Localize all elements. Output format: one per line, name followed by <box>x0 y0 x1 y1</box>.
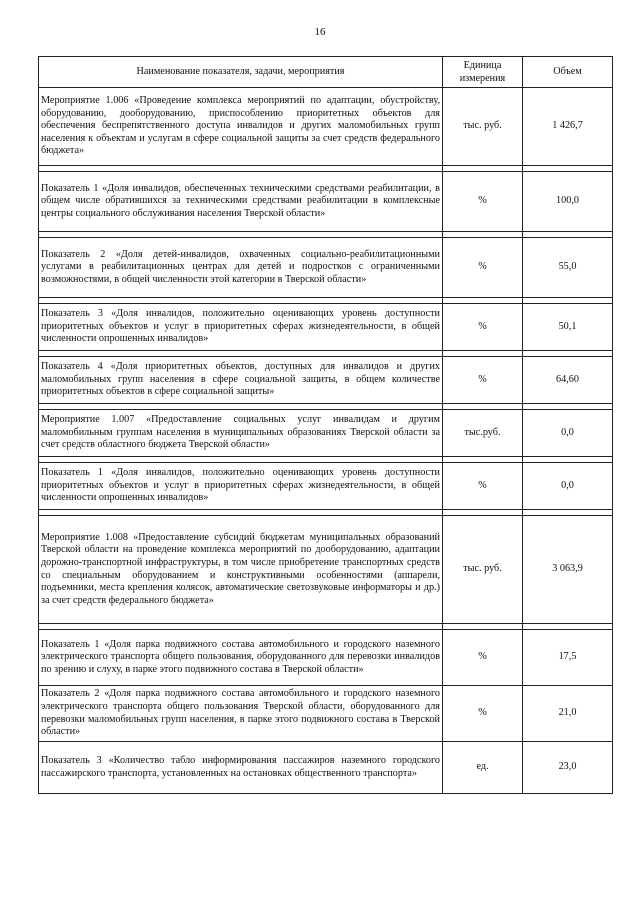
row-value: 1 426,7 <box>523 88 613 166</box>
table-header-row <box>39 57 613 88</box>
header-value: Объем <box>523 57 613 88</box>
table-row <box>39 463 613 510</box>
row-value: 0,0 <box>523 410 613 457</box>
table-row <box>39 172 613 232</box>
row-name: Показатель 1 «Доля инвалидов, обеспеченных техническими средствами реабилитации, в общем числе обратившихся за техническими средствами реабилитации в комплексные центры социального обслуживания населения Тверской области» <box>39 172 443 232</box>
table-row <box>39 88 613 166</box>
table-row <box>39 357 613 404</box>
row-name: Показатель 4 «Доля приоритетных объектов, доступных для инвалидов и других маломобильных групп населения в сфере социальной защиты, в общем количестве приоритетных объектов в сфере социальной защиты» <box>39 357 443 404</box>
row-name: Мероприятие 1.007 «Предоставление социальных услуг инвалидам и другим маломобильным группам населения в муниципальных образованиях Тверской области за счет средств областного бюджета Тверской области» <box>39 410 443 457</box>
row-name: Мероприятие 1.008 «Предоставление субсидий бюджетам муниципальных образований Тверской области на проведение комплекса мероприятий по дооборудованию, адаптации дорожно-транспортной инфраструктуры, в том числе приобретение транспортных средств со специальным оборудованием и конструктивными особенностями (аппарели, подъемники, места крепления колясок, автоматические светозвуковые информаторы и др.) за счет средств федерального бюджета» <box>39 516 443 624</box>
table-row <box>39 304 613 351</box>
table-row <box>39 516 613 624</box>
row-unit: % <box>443 357 523 404</box>
row-unit: ед. <box>443 742 523 794</box>
row-name: Показатель 3 «Доля инвалидов, положительно оценивающих уровень доступности приоритетных объектов и услуг в приоритетных сферах жизнедеятельности, в общей численности опрошенных инвалидов» <box>39 304 443 351</box>
row-name: Показатель 2 «Доля детей-инвалидов, охваченных социально-реабилитационными услугами в реабилитационных центрах для детей и подростков с ограниченными возможностями, в общей численности этой категории в Тверской области» <box>39 238 443 298</box>
page-number: 16 <box>314 26 326 38</box>
row-name: Показатель 3 «Количество табло информирования пассажиров наземного городского пассажирского транспорта, установленных на остановках общественного транспорта» <box>39 742 443 794</box>
row-value: 21,0 <box>523 686 613 742</box>
row-name: Мероприятие 1.006 «Проведение комплекса мероприятий по адаптации, обустройству, оборудованию, дооборудованию, приспособлению приоритетных объектов для обеспечения беспрепятственного доступа инвалидов и других маломобильных групп населения к объектам и услугам в сфере социальной защиты за счет средств федерального бюджета» <box>39 88 443 166</box>
row-unit: % <box>443 304 523 351</box>
row-value: 50,1 <box>523 304 613 351</box>
row-value: 17,5 <box>523 630 613 686</box>
row-value: 0,0 <box>523 463 613 510</box>
row-unit: % <box>443 463 523 510</box>
row-name: Показатель 2 «Доля парка подвижного состава автомобильного и городского наземного электрического транспорта общего пользования Тверской области, оборудованного для перевозки маломобильных групп населения, в парке этого подвижного состава в Тверской области» <box>39 686 443 742</box>
row-value: 3 063,9 <box>523 516 613 624</box>
table-row <box>39 686 613 742</box>
indicators-table <box>38 56 613 794</box>
row-unit: тыс. руб. <box>443 88 523 166</box>
row-value: 23,0 <box>523 742 613 794</box>
table-row <box>39 742 613 794</box>
row-unit: тыс. руб. <box>443 516 523 624</box>
table-row <box>39 238 613 298</box>
header-name: Наименование показателя, задачи, мероприятия <box>39 57 443 88</box>
row-unit: % <box>443 630 523 686</box>
table-row <box>39 630 613 686</box>
row-value: 100,0 <box>523 172 613 232</box>
header-unit: Единица измерения <box>443 57 523 88</box>
row-name: Показатель 1 «Доля парка подвижного состава автомобильного и городского наземного электрического транспорта общего пользования, оборудованного для перевозки инвалидов по зрению и слуху, в парке этого подвижного состава в Тверской области» <box>39 630 443 686</box>
table-row <box>39 410 613 457</box>
row-value: 55,0 <box>523 238 613 298</box>
row-unit: % <box>443 172 523 232</box>
row-unit: тыс.руб. <box>443 410 523 457</box>
row-unit: % <box>443 686 523 742</box>
row-name: Показатель 1 «Доля инвалидов, положительно оценивающих уровень доступности приоритетных объектов и услуг в приоритетных сферах жизнедеятельности, в общей численности опрошенных инвалидов» <box>39 463 443 510</box>
row-value: 64,60 <box>523 357 613 404</box>
row-unit: % <box>443 238 523 298</box>
